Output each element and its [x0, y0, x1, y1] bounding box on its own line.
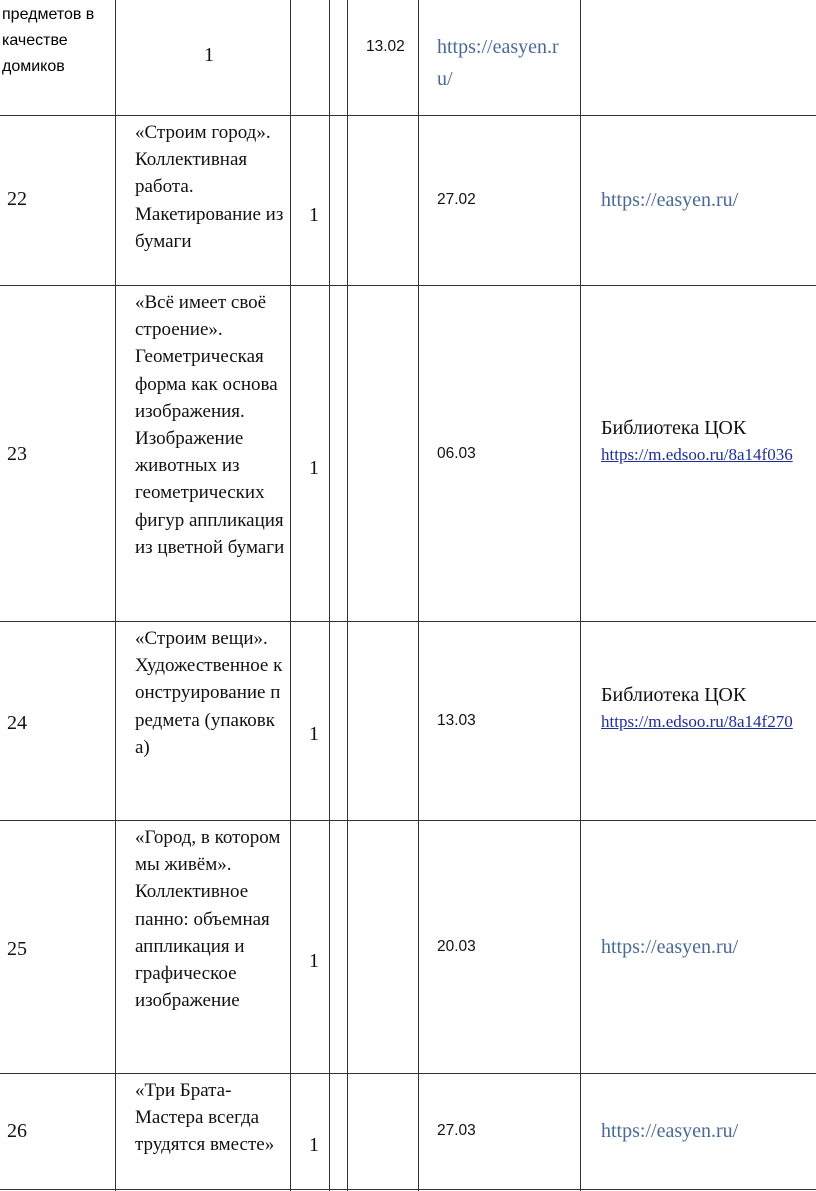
resource-cell [601, 189, 738, 212]
hours-value: 1 [309, 204, 319, 226]
hours-cell [309, 723, 319, 746]
row-number [7, 938, 27, 961]
resource-link[interactable]: https://easyen.ru/ [601, 189, 739, 211]
library-link[interactable]: https://m.edsoo.ru/8a14f270 [601, 712, 793, 731]
row-number-value: 23 [7, 443, 27, 465]
column-divider [418, 0, 419, 1191]
row-divider [0, 1189, 816, 1190]
library-label: Библиотека ЦОК [601, 684, 747, 706]
topic-cell [135, 625, 285, 761]
resource-link[interactable]: https://easyen.ru/ [601, 1120, 739, 1142]
hours-cell [309, 457, 319, 480]
row-number [7, 712, 27, 735]
date-cell [437, 191, 476, 209]
topic-text: «Город, в котором мы живём». Коллективное панно: объемная аппликация и графическое изображение [135, 827, 281, 1012]
date-value: 27.02 [437, 191, 476, 208]
resource-cell [601, 1120, 738, 1143]
library-link[interactable]: https://m.edsoo.ru/8a14f036 [601, 445, 793, 464]
topic-cell [135, 119, 285, 255]
topic-text: «Всё имеет своё строение». Геометрическая форма как основа изображения. Изображение животных из геометрических фигур аппликация из цветной бумаги [135, 292, 285, 558]
row-number-value: 26 [7, 1120, 27, 1142]
topic-text: «Строим город». Коллективная работа. Макетирование из бумаги [135, 122, 284, 252]
topic-cell [2, 2, 112, 80]
topic-text: «Три Брата-Мастера всегда трудятся вместе» [135, 1080, 275, 1156]
date-value: 27.03 [437, 1122, 476, 1139]
topic-text: «Строим вещи». Художественное конструирование предмета (упаковка) [135, 628, 283, 758]
row-number-value: 24 [7, 712, 27, 734]
date-value: 13.03 [437, 712, 476, 729]
column-divider [290, 0, 291, 1191]
resource-cell [601, 417, 811, 467]
library-label: Библиотека ЦОК [601, 417, 747, 439]
hours-cell [309, 950, 319, 973]
date-value: 06.03 [437, 445, 476, 462]
hours-value: 1 [309, 950, 319, 972]
topic-text: предметов в качестве домиков [2, 6, 95, 75]
hours-value: 1 [309, 723, 319, 745]
row-divider [0, 820, 816, 821]
column-divider [580, 0, 581, 1191]
row-number [7, 188, 27, 211]
topic-cell [135, 289, 287, 561]
row-number-value: 25 [7, 938, 27, 960]
row-number [7, 443, 27, 466]
row-number-value: 22 [7, 188, 27, 210]
date-cell [366, 34, 406, 60]
row-divider [0, 115, 816, 116]
row-number [7, 1120, 27, 1143]
date-cell [437, 938, 476, 956]
date-cell [437, 1122, 476, 1140]
date-value: 20.03 [437, 938, 476, 955]
hours-cell [309, 1134, 319, 1157]
resource-cell [601, 684, 811, 734]
column-divider [329, 0, 330, 1191]
topic-cell [135, 1077, 287, 1159]
row-divider [0, 1073, 816, 1074]
row-divider [0, 285, 816, 286]
hours-cell [204, 44, 214, 67]
resource-link[interactable]: https://easyen.ru/ [437, 36, 559, 90]
resource-link[interactable]: https://easyen.ru/ [601, 936, 739, 958]
row-divider [0, 621, 816, 622]
date-value: 13.02 [366, 38, 405, 55]
resource-cell [437, 32, 572, 96]
date-cell [437, 445, 476, 463]
date-cell [437, 712, 476, 730]
column-divider [347, 0, 348, 1191]
topic-cell [135, 824, 285, 1014]
resource-cell [601, 936, 738, 959]
hours-cell [309, 204, 319, 227]
hours-value: 1 [204, 44, 214, 66]
column-divider [115, 0, 116, 1191]
hours-value: 1 [309, 457, 319, 479]
hours-value: 1 [309, 1134, 319, 1156]
